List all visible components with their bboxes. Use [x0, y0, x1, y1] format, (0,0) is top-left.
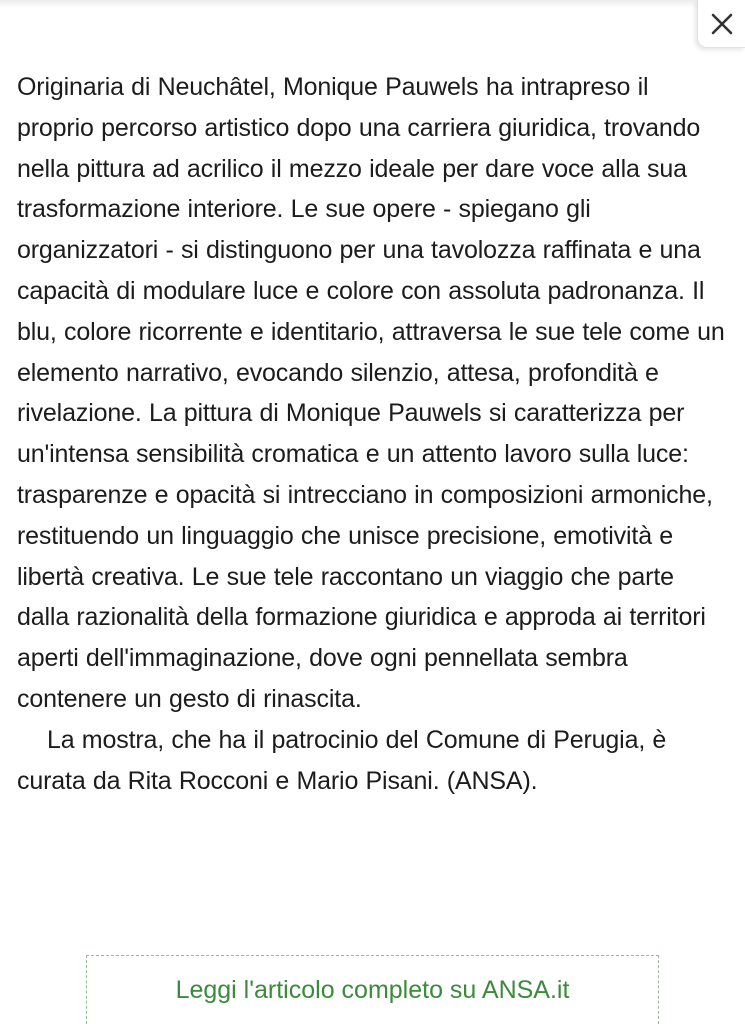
close-icon: [710, 12, 734, 36]
article-paragraph: La mostra, che ha il patrocinio del Comune di Perugia, è curata da Rita Rocconi e Mario Pisani. (ANSA).: [17, 725, 667, 795]
top-shadow: [0, 0, 745, 8]
article-body: [17, 67, 732, 801]
close-button[interactable]: [697, 0, 745, 48]
read-full-article-link[interactable]: [86, 955, 659, 1024]
article-paragraph: Originaria di Neuchâtel, Monique Pauwels ha intrapreso il proprio percorso artistico dopo una carriera giuridica, trovando nella pittura ad acrilico il mezzo ideale per dare voce alla sua trasformazione interiore. Le sue opere - spiegano gli organizzatori - si distinguono per una tavolozza raffinata e una capacità di modulare luce e colore con assoluta padronanza. Il blu, colore ricorrente e identitario, attraversa le sue tele come un elemento narrativo, evocando silenzio, attesa, profondità e rivelazione. La pittura di Monique Pauwels si caratterizza per un'intensa sensibilità cromatica e un attento lavoro sulla luce: trasparenze e opacità si intrecciano in composizioni armoniche, restituendo un linguaggio che unisce precisione, emotività e libertà creativa. Le sue tele raccontano un viaggio che parte dalla razionalità della formazione giuridica e approda ai territori aperti dell'immaginazione, dove ogni pennellata sembra contenere un gesto di rinascita.: [17, 73, 725, 713]
read-full-article-label: Leggi l'articolo completo su ANSA.it: [175, 975, 570, 1004]
